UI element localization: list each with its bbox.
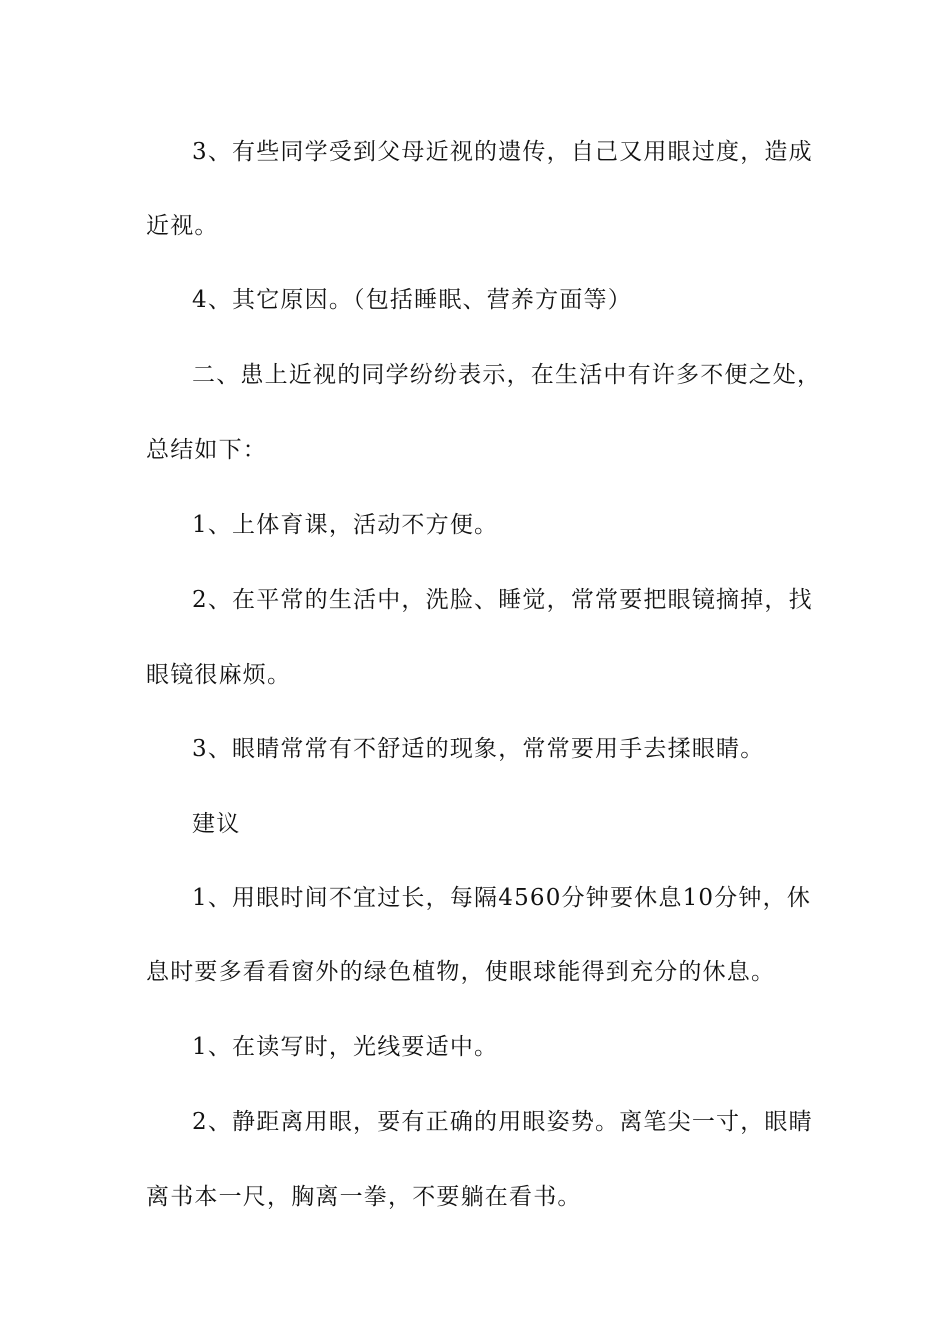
suggestion-lighting: 1、在读写时，光线要适中。 — [192, 1034, 499, 1060]
suggestion-1-line-1: 1、用眼时间不宜过长，每隔4560分钟要休息10分钟，休 — [192, 885, 812, 911]
section-2-line-1: 二、患上近视的同学纷纷表示，在生活中有许多不便之处， — [192, 362, 822, 388]
inconvenience-2-line-1: 2、在平常的生活中，洗脸、睡觉，常常要把眼镜摘掉，找 — [192, 587, 813, 613]
paragraph-4: 4、其它原因。（包括睡眠、营养方面等） — [192, 287, 632, 313]
inconvenience-1: 1、上体育课，活动不方便。 — [192, 512, 499, 538]
inconvenience-2-line-2: 眼镜很麻烦。 — [146, 662, 292, 688]
suggestions-heading: 建议 — [192, 811, 241, 837]
inconvenience-3: 3、眼睛常常有不舒适的现象，常常要用手去揉眼睛。 — [192, 736, 765, 762]
paragraph-3-line-1: 3、有些同学受到父母近视的遗传，自己又用眼过度，造成 — [192, 139, 813, 165]
section-2-line-2: 总结如下： — [146, 437, 267, 463]
suggestion-2-line-1: 2、静距离用眼，要有正确的用眼姿势。离笔尖一寸，眼睛 — [192, 1109, 813, 1135]
suggestion-2-line-2: 离书本一尺，胸离一拳，不要躺在看书。 — [146, 1184, 582, 1210]
paragraph-3-line-2: 近视。 — [146, 213, 219, 239]
suggestion-1-line-2: 息时要多看看窗外的绿色植物，使眼球能得到充分的休息。 — [146, 959, 776, 985]
